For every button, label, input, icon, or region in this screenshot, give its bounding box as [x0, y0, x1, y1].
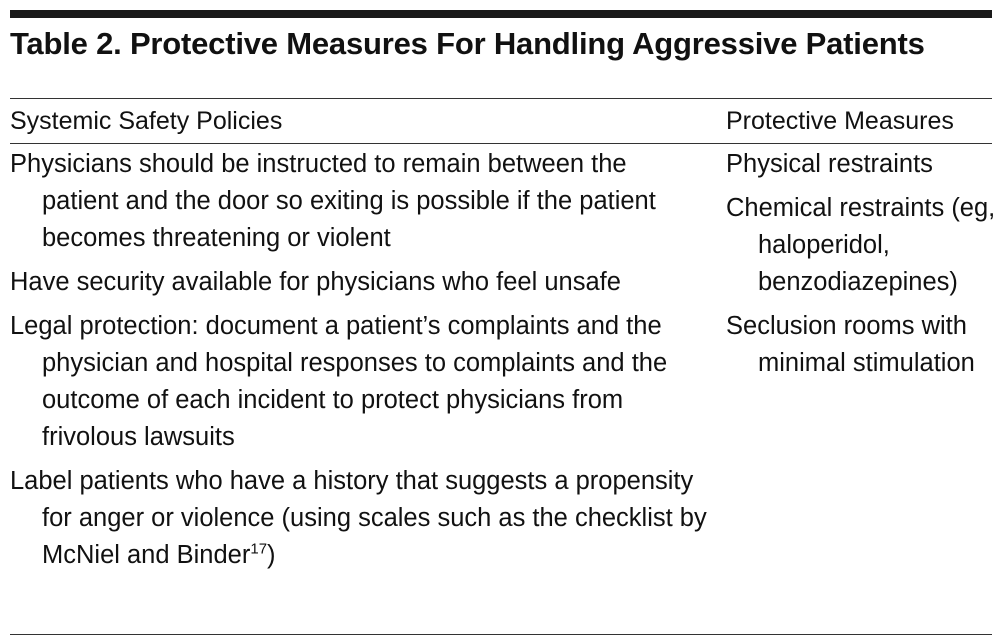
closing-parenthesis: ): [267, 541, 276, 569]
list-item: Seclusion rooms with minimal stimulation: [726, 312, 975, 377]
list-item: Have security available for physicians who feel unsafe: [10, 268, 621, 296]
table-body: [10, 144, 996, 614]
table-container: [10, 10, 996, 635]
list-item: Physicians should be instructed to remain between the patient and the door so exiting is possible if the patient becomes threatening or violent: [10, 150, 656, 252]
table-header-row: [10, 99, 992, 143]
safety-policies-list: [10, 146, 710, 581]
list-item: Legal protection: document a patient’s complaints and the physician and hospital responses to complaints and the outcome of each incident to protect physicians from frivolous lawsuits: [10, 312, 668, 451]
column-header-protective-measures: Protective Measures: [726, 107, 954, 135]
list-item-text: Label patients who have a history that suggests a propensity for anger or violence (using scales such as the checklist by McNiel and Binder: [10, 467, 707, 569]
list-item: Chemical restraints (eg, haloperidol, benzodiazepines): [726, 194, 996, 296]
bottom-rule: [10, 634, 992, 635]
protective-measures-list: [726, 146, 996, 389]
column-header-systemic-safety-policies: Systemic Safety Policies: [10, 107, 283, 135]
top-rule: [10, 10, 992, 18]
reference-superscript: 17: [250, 540, 268, 558]
list-item: [10, 463, 710, 574]
list-item: Physical restraints: [726, 150, 933, 178]
table-title: Table 2. Protective Measures For Handling Aggressive Patients: [10, 26, 925, 61]
